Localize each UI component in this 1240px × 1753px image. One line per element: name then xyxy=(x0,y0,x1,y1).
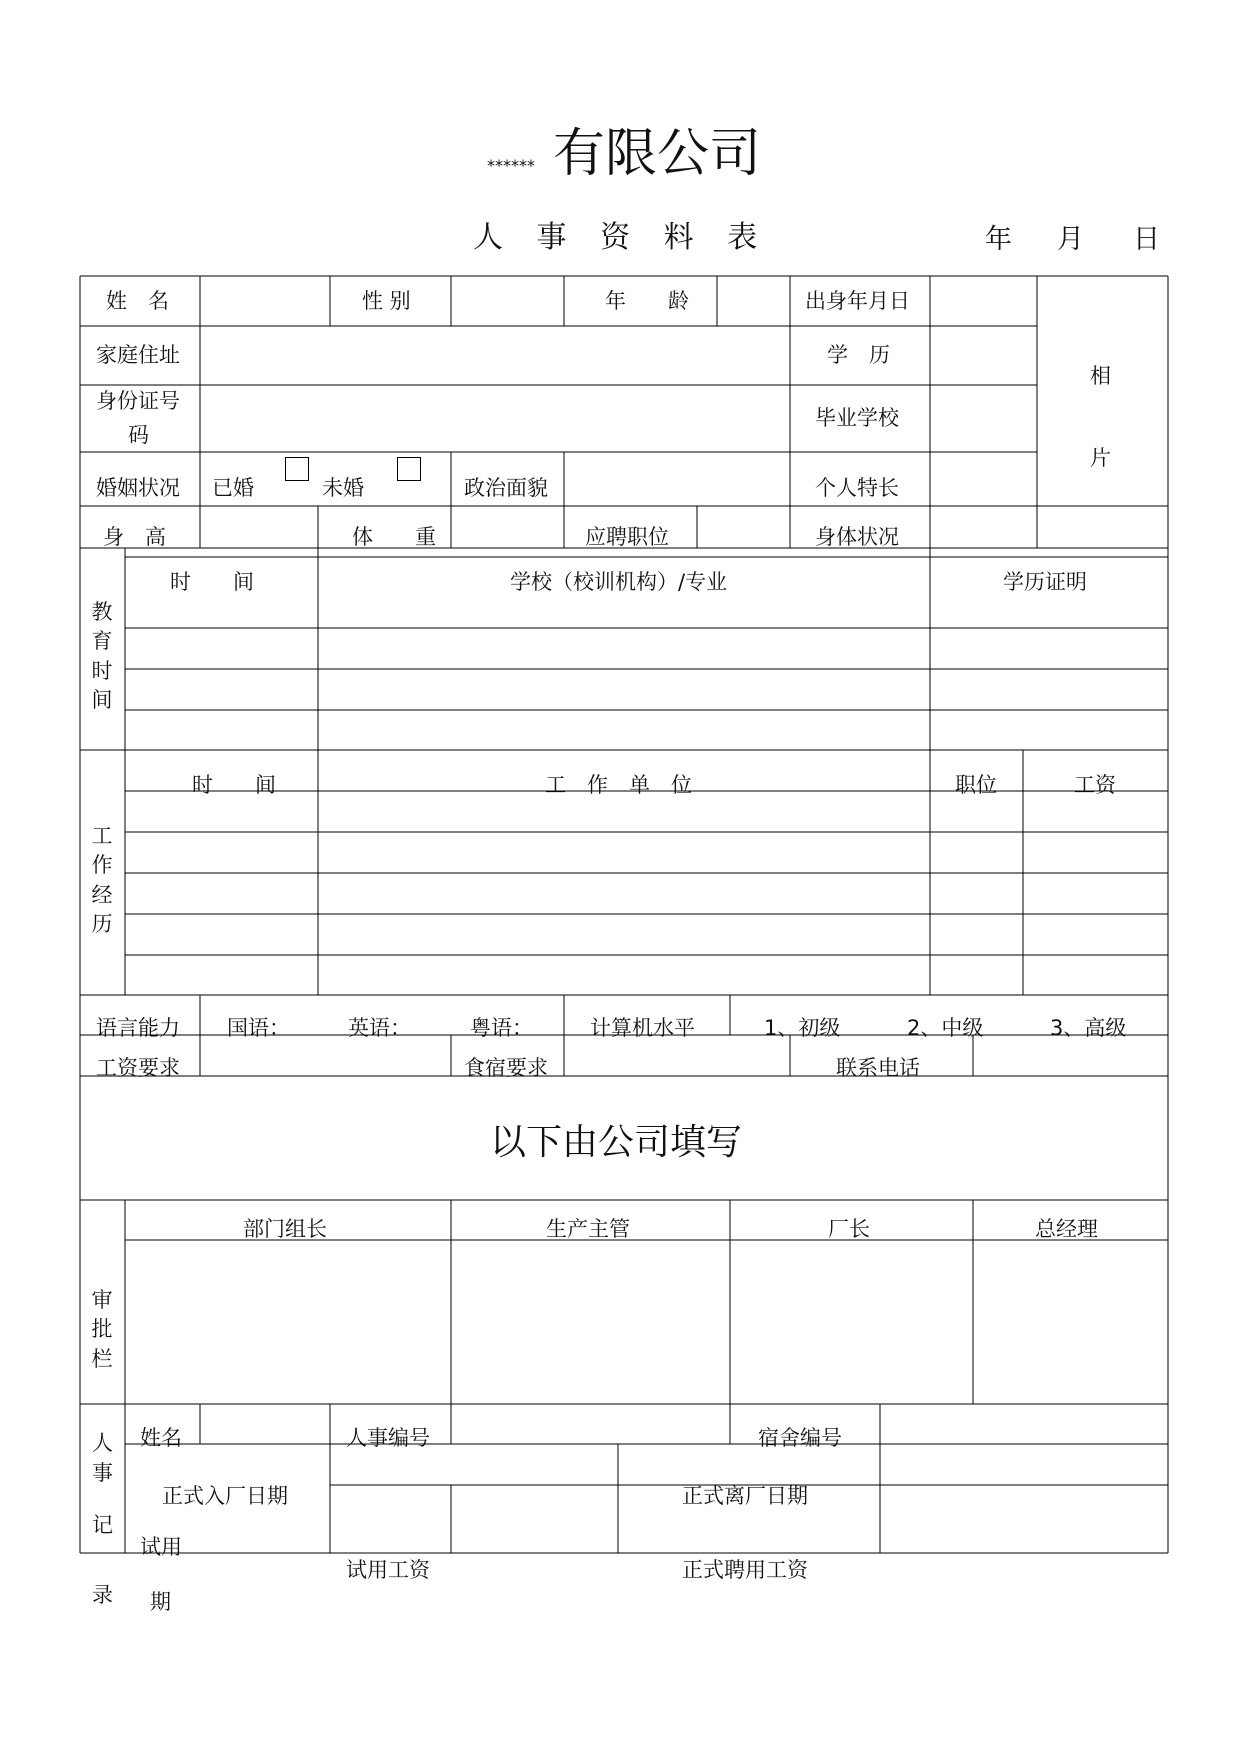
hr-leave-date: 正式离厂日期 xyxy=(682,1484,808,1508)
work-col-salary: 工资 xyxy=(1074,773,1116,797)
label-id-number-2: 码 xyxy=(128,423,149,447)
date-month: 月 xyxy=(1057,224,1084,255)
label-married: 已婚 xyxy=(212,476,254,500)
education-section-label: 教育时间 xyxy=(91,600,113,713)
hr-label-3: 记 xyxy=(92,1513,113,1537)
hr-name: 姓名 xyxy=(140,1426,182,1450)
hr-label-1: 人 xyxy=(92,1431,113,1455)
label-computer: 计算机水平 xyxy=(590,1016,695,1040)
hr-probation-1: 试用 xyxy=(140,1535,182,1559)
hr-dorm-number: 宿舍编号 xyxy=(758,1426,842,1450)
photo-label-2: 片 xyxy=(1090,446,1111,470)
hr-label-4: 录 xyxy=(92,1583,113,1607)
form-title: 人 事 资 料 表 xyxy=(473,220,770,255)
label-phone: 联系电话 xyxy=(836,1056,920,1080)
label-specialty: 个人特长 xyxy=(815,476,899,500)
label-gender: 性 别 xyxy=(362,289,411,313)
edu-col-certificate: 学历证明 xyxy=(1003,570,1087,594)
edu-col-school-major: 学校（校训机构）/专业 xyxy=(510,570,728,594)
hr-formal-salary: 正式聘用工资 xyxy=(682,1558,808,1582)
label-position-applied: 应聘职位 xyxy=(585,525,669,549)
label-mandarin: 国语： xyxy=(227,1016,290,1040)
company-prefix: ****** xyxy=(487,156,535,175)
label-unmarried: 未婚 xyxy=(322,476,364,500)
hr-probation-salary: 试用工资 xyxy=(346,1558,430,1582)
work-col-unit: 工 作 单 位 xyxy=(545,773,692,797)
label-weight: 体 重 xyxy=(352,525,436,549)
label-salary-requirement: 工资要求 xyxy=(96,1056,180,1080)
approval-production-manager: 生产主管 xyxy=(546,1217,630,1241)
label-english: 英语： xyxy=(348,1016,411,1040)
label-language: 语言能力 xyxy=(96,1016,180,1040)
label-level-advanced: 3、高级 xyxy=(1050,1016,1127,1040)
hr-probation-2: 期 xyxy=(150,1590,171,1614)
label-level-basic: 1、初级 xyxy=(764,1016,841,1040)
unmarried-checkbox[interactable] xyxy=(397,457,421,481)
label-education: 学 历 xyxy=(827,343,890,367)
company-name: 有限公司 xyxy=(553,124,762,184)
work-col-position: 职位 xyxy=(955,773,997,797)
label-name: 姓 名 xyxy=(106,289,169,313)
hr-number: 人事编号 xyxy=(346,1426,430,1450)
approval-section-label: 审批栏 xyxy=(91,1288,113,1371)
label-age: 年 龄 xyxy=(605,289,689,313)
married-checkbox[interactable] xyxy=(285,457,309,481)
label-accommodation: 食宿要求 xyxy=(464,1056,548,1080)
label-cantonese: 粤语： xyxy=(470,1016,533,1040)
hr-label-2: 事 xyxy=(92,1461,113,1485)
label-level-intermediate: 2、中级 xyxy=(907,1016,984,1040)
label-health: 身体状况 xyxy=(815,525,899,549)
edu-col-time: 时 间 xyxy=(170,570,254,594)
label-id-number: 身份证号 xyxy=(96,389,180,413)
work-section-label: 工作经历 xyxy=(91,824,113,937)
approval-general-manager: 总经理 xyxy=(1035,1217,1098,1241)
label-address: 家庭住址 xyxy=(96,343,180,367)
label-birth-date: 出身年月日 xyxy=(805,289,910,313)
hr-entry-date: 正式入厂日期 xyxy=(162,1484,288,1508)
label-height: 身 高 xyxy=(103,525,166,549)
label-political: 政治面貌 xyxy=(464,476,548,500)
date-year: 年 xyxy=(985,224,1012,255)
company-fill-heading: 以下由公司填写 xyxy=(490,1122,743,1163)
work-col-time: 时 间 xyxy=(192,773,276,797)
photo-label-1: 相 xyxy=(1090,364,1111,388)
date-day: 日 xyxy=(1133,224,1160,255)
approval-factory-director: 厂长 xyxy=(828,1217,870,1241)
label-school: 毕业学校 xyxy=(815,406,899,430)
approval-dept-leader: 部门组长 xyxy=(243,1217,327,1241)
label-marital: 婚姻状况 xyxy=(96,476,180,500)
